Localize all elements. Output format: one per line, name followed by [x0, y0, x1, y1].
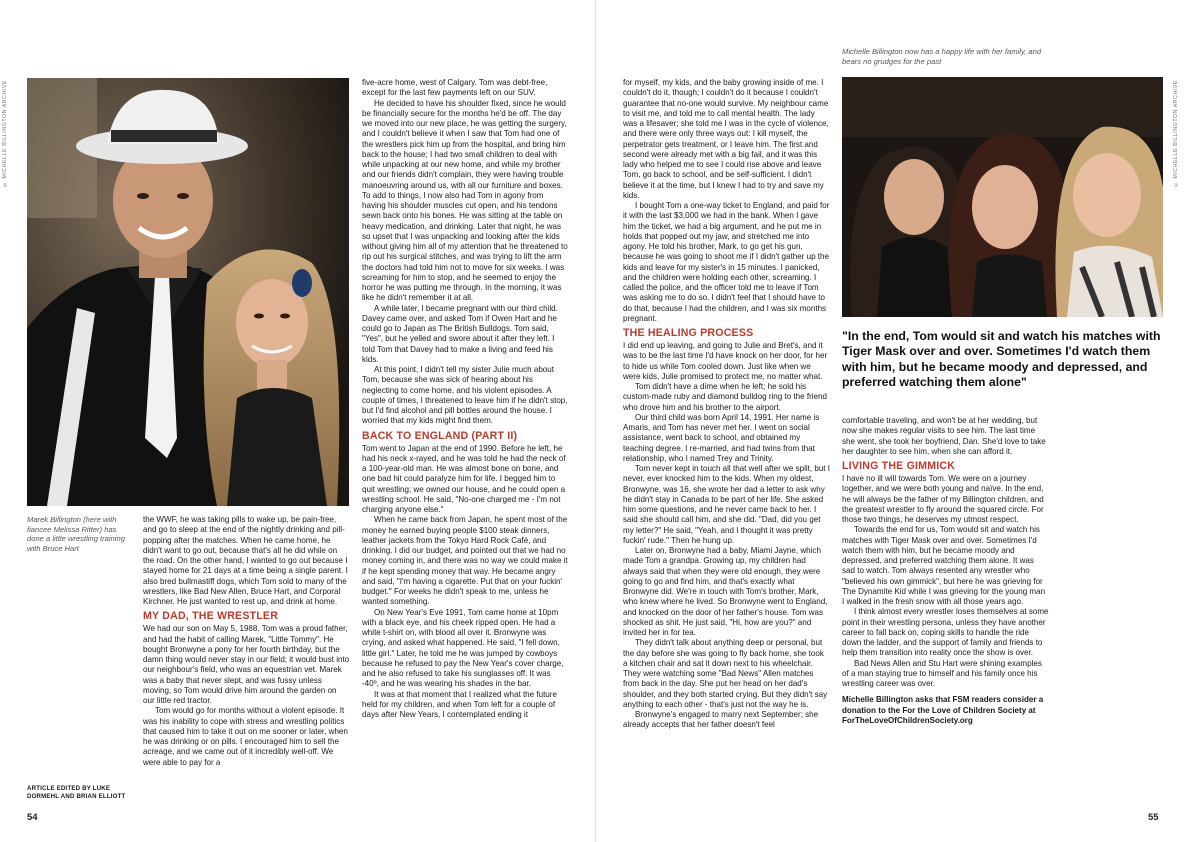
paragraph: Tom would go for months without a violent episode. It was his inability to cope with stress and wrestling politics that caused him to take it out on me sooner or later, when he was drinking or on pills. I encouraged him to sell the acreage, and we came out of it incredibly well-off. We were able to pay for a	[143, 706, 348, 767]
left-page	[0, 0, 595, 842]
left-column-1	[143, 515, 350, 768]
pull-quote: "In the end, Tom would sit and watch his matches with Tiger Mask over and over. Sometimes I'd watch them with him, but he became moody and depressed, and preferred watching them alone"	[842, 329, 1161, 390]
paragraph: He decided to have his shoulder fixed, since he would be financially secure for the months he'd be off. The day we moved into our new place, he was getting the surgery, and I couldn't believe it when I saw that Tom had one of the wrestlers pick him up from the hospital, and bring him back to the house; I had two small children to deal with while unpacking at our new home, and while my brother and our friends didn't complain, they were having trouble manoeuvring around us, with all our furniture and boxes. To add to things, I now also had Tom in agony from having his shoulder muscles cut open, and his tendons sewn back onto his bones. He was sitting at the table on heavy medication, and drinking. Later that night, he was so upset that I was unpacking and looking after the kids without giving him all of my attention that he threatened to rip out his surgical stitches, and was trying to lift the arm the doctors had told him not to move for six weeks. I was screaming for him to stop, and he seemed to enjoy the horror he was putting me through. In the morning, it was like he didn't remember it at all.	[362, 98, 568, 303]
right-column-2	[842, 416, 1049, 726]
paragraph: I have no ill will towards Tom. We were on a journey together, and we were both young and naïve. In the end, he will always be the father of my Billington children, and the greatest wrestler to fly around the squared circle. For those two things, he deserves my utmost respect.	[842, 474, 1044, 524]
couple-photo-image	[27, 78, 349, 506]
section-heading: THE HEALING PROCESS	[623, 327, 754, 339]
right-column-1	[623, 78, 830, 731]
paragraph: Tom never kept in touch all that well after we split, but I never, ever knocked him to the kids. When my oldest, Bronwyne, was 16, she wrote her dad a letter to ask why he didn't stay in Canada to be part of her life. She asked him some questions, and he never came back to her. I said she should call him, and she did. "Dad, did you get my letter?" He said, "Yeah, and I thought it was pretty fuckin' rude." Then he hung up.	[623, 464, 831, 545]
paragraph: Tom didn't have a dime when he left; he sold his custom-made ruby and diamond bulldog ring to the friend who drove him and his brother to the airport.	[623, 382, 827, 412]
section-heading: BACK TO ENGLAND (PART II)	[362, 429, 518, 442]
paragraph: Later on, Bronwyne had a baby, Miami Jayne, which made Tom a grandpa. Growing up, my children had always said that when they were old enough, they were going to go and find him, and that's exactly what Bronwyne did. We're in touch with Tom's brother, Mark, who knew where he lived. So Bronwyne went to England, and knocked on the door of her father's house. Tom was shocked as shit. He just said, "Hi, how are you?" and invited her in for tea.	[623, 546, 828, 637]
paragraph: They didn't talk about anything deep or personal, but the day before she was going to fly back home, she took a kitchen chair and sat it down next to his wheelchair. They were watching some "Bad News" Allen matches from back in the day. She put her head on her dad's shoulder, and they both started crying. But they didn't say anything to each other - that's just not the way he is.	[623, 638, 828, 709]
page-number-left: 54	[27, 812, 38, 823]
family-photo-image	[842, 77, 1163, 317]
section-heading: MY DAD, THE WRESTLER	[143, 610, 279, 623]
page-number-right: 55	[1148, 812, 1159, 823]
paragraph: I did end up leaving, and going to Julie and Bret's, and it was to be the last time I'd have knock on her door, for her to hide us while Tom cooled down. Just like when we were kids, Julie promised to protect me, no matter what.	[623, 341, 828, 381]
paragraph: On New Year's Eve 1991, Tom came home at 10pm with a black eye, and his cheek ripped open. He had a white t-shirt on, with blood all over it. Bronwyne was crying, and asked what happened. He said, "I fell down, little girl." Later, he told me he was jumped by cowboys because he refused to pay the New Year's cover charge, and he also refused to take his sunglasses off. It was -40º, and he was wearing his shades in the bar.	[362, 607, 564, 689]
right-page	[596, 0, 1191, 842]
article-credits: ARTICLE EDITED BY LUKE DORMEHL AND BRIAN ELLIOTT	[27, 785, 126, 800]
paragraph: We had our son on May 5, 1988. Tom was a proud father, and had the habit of calling Marek, "Little Tommy". He bought Bronwyne a pony for her fourth birthday, but the damn thing would never stay in our field; it would bust into our neighbour's field, who was an equestrian vet. Marek was a baby that never slept, and was fussy unless moving, so Tom would drive him around the garden on our little red tractor.	[143, 624, 350, 705]
left-photo-credit: © MICHELLE BILLINGTON ARCHIVE	[2, 80, 8, 188]
paragraph: I bought Tom a one-way ticket to England, and paid for it with the last $3,000 we had in the bank. When I gave him the ticket, we had a big argument, and he put me in holds that popped out my jaw, and stretched me into agony. He told his brother, Mark, to go get his gun, because he was going to shoot me if I didn't gather up the kids and leave for my sister's in 15 minutes. I panicked, and the children were holding each other, screaming. I called the police, and the officer told me to leave if Tom was asking me to do so. I didn't feel that I should have to do that, because I had the children, and I was six months pregnant.	[623, 201, 830, 323]
paragraph: five-acre home, west of Calgary. Tom was debt-free, except for the last few payments left on our SUV.	[362, 78, 548, 98]
left-column-2	[362, 78, 569, 720]
paragraph: the WWF, he was taking pills to wake up, be pain-free, and go to sleep at the end of the nightly drinking and pill-popping after the matches. When he came home, he didn't want to go out, because that's all he did while on the road. On the other hand, I wanted to go out because I stayed home for 21 days at a time being a single parent. I also bred bullmastiff dogs, which Tom sold to many of the wrestlers, like Bad New Allen, Bruce Hart, and Corporal Kirchner. He just wanted to rest up, and drink at home.	[143, 515, 348, 606]
paragraph: Bad News Allen and Stu Hart were shining examples of a man staying true to himself and his family once his wrestling career was over.	[842, 658, 1042, 688]
paragraph: Our third child was born April 14, 1991. Her name is Amaris, and Tom has never met her. I went on social assistance, went back to school, and obtained my teaching degree. I re-married, and had twins from that relationship, who I named Trey and Trinity.	[623, 412, 820, 463]
family-photo	[842, 77, 1163, 317]
section-heading: LIVING THE GIMMICK	[842, 460, 956, 472]
paragraph: comfortable traveling, and won't be at her wedding, but now she makes regular visits to see him. The last time she went, she took her boyfriend, Dan. She'd love to take her daughter to see him, when she can afford it.	[842, 416, 1046, 456]
paragraph: Tom went to Japan at the end of 1990. Before he left, he had his neck x-rayed, and he was told he had the neck of a 100-year-old man. He was almost bone on bone, and one bad hit could paralyze him for life. I begged him to quit wrestling; we owned our house, and he could open a wrestling school. He said, "No-one charged me - I'm not charging anyone else."	[362, 443, 566, 514]
left-photo-caption: Marek Billington (here with fiancee Melissa Ritter) has done a little wrestling training with Bruce Hart	[27, 515, 125, 553]
paragraph: A while later, I became pregnant with our third child. Davey came over, and asked Tom if Owen Hart and he could go to Japan as The British Bulldogs. Tom said, "Yes", but he yelled and swore about it after they left. I told Tom that Davey had to make a living and feed his kids.	[362, 303, 558, 364]
paragraph: At this point, I didn't tell my sister Julie much about Tom, because she was sick of hearing about his neglecting to come home, and his violent episodes. A couple of times, I threatened to leave him if he didn't stop, but I'd find alcohol and pill bottles around the house. I worried that my kids might find them.	[362, 365, 568, 426]
paragraph: Towards the end for us, Tom would sit and watch his matches with Tiger Mask over and over. Sometimes I'd watch them with him, but he became moody and depressed, and preferred watching them alone. It was sad to watch. Tom always resented any wrestler who "believed his own gimmick", but here he was grieving for The Dynamite Kid while I was grieving for the young man I walked in the fresh snow with all those years ago.	[842, 525, 1046, 606]
right-photo-caption: Michelle Billington now has a happy life with her family, and bears no grudges for the past	[842, 47, 1042, 66]
paragraph: It was at that moment that I realized what the future held for my children, and when Tom left for a couple of days after New Years, I contemplated ending it	[362, 689, 557, 719]
couple-photo	[27, 78, 349, 506]
paragraph: I think almost every wrestler loses themselves at some point in their wrestling persona, unless they have another career to fall back on, coping skills to handle the ride down the ladder, and the support of family and friends to help them transition into reality once the show is over.	[842, 607, 1049, 658]
paragraph: When he came back from Japan, he spent most of the money he earned buying people $100 steak dinners, leather jackets from the Tokyo Hard Rock Café, and drinking. I did our budget, and pointed out that we had no money coming in, and there was no way we could make it if he kept spending money that way. He became angry and said, "I'm having a cigarette. Put that on your fuckin' budget." For weeks he didn't speak to me, unless he wanted something.	[362, 515, 568, 607]
paragraph: Bronwyne's engaged to marry next September; she already accepts that her father doesn't feel	[623, 710, 819, 730]
paragraph: for myself, my kids, and the baby growing inside of me. I couldn't do it, though; I couldn't do it because I couldn't guarantee that no-one would survive. My neighbour came to visit me, and told me to call mental health. The lady was a lifesaver; she told me I was in the cycle of violence, and there were only three ways out: I kill myself, the perpetrator gets treatment, or I leave him. The first and second were already met with a big fail, and it was this lady who helped me to see I could rise above and leave Tom, go back to school, and be self-sufficient. I didn't believe it at the time, but I knew I had to try and save my kids.	[623, 78, 829, 200]
right-photo-credit: © MICHELLE BILLINGTON ARCHIVE	[1173, 80, 1179, 188]
closing-note: Michelle Billington asks that FSM readers consider a donation to the For the Love of Children Society at ForTheLoveOfChildrenSociety.org	[842, 695, 1044, 725]
